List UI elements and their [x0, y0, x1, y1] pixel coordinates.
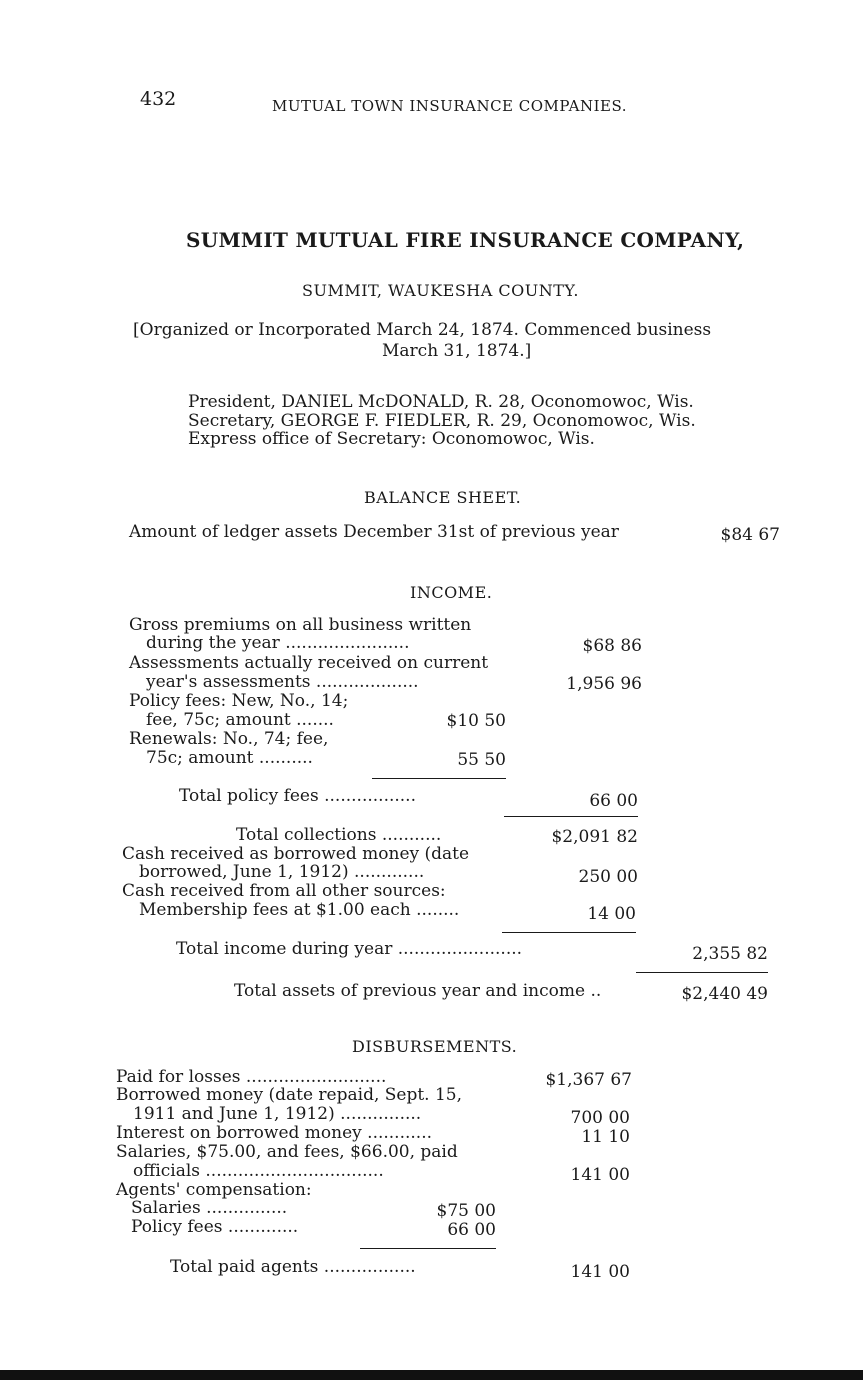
- express-office-line: Express office of Secretary: Oconomowoc, Wis.: [188, 429, 595, 449]
- company-location: SUMMIT, WAUKESHA COUNTY.: [302, 281, 579, 300]
- total-paid-agents-value: 141 00: [570, 1262, 630, 1282]
- page-number: 432: [140, 88, 177, 110]
- company-name: SUMMIT MUTUAL FIRE INSURANCE COMPANY,: [186, 228, 745, 252]
- total-policy-fees-label: Total policy fees .................: [179, 786, 416, 806]
- assessments-line-1: Assessments actually received on current: [129, 653, 489, 673]
- agents-policy-fees-value: 66 00: [447, 1220, 496, 1240]
- interest-value: 11 10: [581, 1127, 630, 1147]
- gross-premiums-value: $68 86: [582, 636, 642, 656]
- organized-line-2: March 31, 1874.]: [382, 341, 532, 361]
- renewals-line-2: 75c; amount ..........: [146, 748, 313, 768]
- total-income-label: Total income during year .......................: [176, 939, 523, 959]
- disbursements-heading: DISBURSEMENTS.: [352, 1037, 518, 1056]
- paid-losses-value: $1,367 67: [545, 1070, 632, 1090]
- salaries-value: 141 00: [570, 1165, 630, 1185]
- organized-line-1: [Organized or Incorporated March 24, 1874. Commenced business: [133, 320, 712, 340]
- borrowed-repaid-value: 700 00: [570, 1108, 630, 1128]
- borrowed-money-line-1: Cash received as borrowed money (date: [122, 844, 470, 864]
- borrowed-repaid-line-2: 1911 and June 1, 1912) ...............: [133, 1104, 422, 1124]
- ledger-assets-value: $84 67: [720, 525, 780, 545]
- assets-rule: [636, 972, 768, 973]
- paid-losses-label: Paid for losses ..........................: [116, 1067, 387, 1087]
- assessments-value: 1,956 96: [566, 674, 642, 694]
- other-sources-line-2: Membership fees at $1.00 each ........: [139, 900, 460, 920]
- total-assets-label: Total assets of previous year and income ..: [234, 981, 602, 1001]
- subtotal-rule: [372, 778, 506, 779]
- salaries-line-1: Salaries, $75.00, and fees, $66.00, paid: [116, 1142, 458, 1162]
- borrowed-repaid-line-1: Borrowed money (date repaid, Sept. 15,: [116, 1085, 463, 1105]
- collections-rule: [504, 816, 638, 817]
- scan-bottom-edge: [0, 1370, 863, 1380]
- agents-salaries-value: $75 00: [436, 1201, 496, 1221]
- agents-policy-fees-label: Policy fees .............: [131, 1217, 299, 1237]
- salaries-line-2: officials .................................: [133, 1161, 384, 1181]
- total-paid-agents-label: Total paid agents .................: [170, 1257, 416, 1277]
- gross-premiums-line-2: during the year .......................: [146, 633, 410, 653]
- borrowed-money-line-2: borrowed, June 1, 1912) .............: [139, 862, 425, 882]
- renewals-line-1: Renewals: No., 74; fee,: [129, 729, 329, 749]
- membership-fees-value: 14 00: [587, 904, 636, 924]
- income-heading: INCOME.: [410, 583, 493, 602]
- total-policy-fees-value: 66 00: [589, 791, 638, 811]
- agents-rule: [360, 1248, 496, 1249]
- income-rule: [502, 932, 636, 933]
- borrowed-money-value: 250 00: [578, 867, 638, 887]
- interest-label: Interest on borrowed money ............: [116, 1123, 433, 1143]
- other-sources-line-1: Cash received from all other sources:: [122, 881, 446, 901]
- renewals-value: 55 50: [457, 750, 506, 770]
- balance-sheet-heading: BALANCE SHEET.: [364, 488, 522, 507]
- gross-premiums-line-1: Gross premiums on all business written: [129, 615, 472, 635]
- total-income-value: 2,355 82: [692, 944, 768, 964]
- policy-fees-new-value: $10 50: [446, 711, 506, 731]
- policy-fees-line-1: Policy fees: New, No., 14;: [129, 691, 349, 711]
- total-collections-value: $2,091 82: [551, 827, 638, 847]
- agents-compensation-label: Agents' compensation:: [116, 1180, 312, 1200]
- secretary-line: Secretary, GEORGE F. FIEDLER, R. 29, Oconomowoc, Wis.: [188, 411, 696, 431]
- total-collections-label: Total collections ...........: [236, 825, 442, 845]
- policy-fees-line-2: fee, 75c; amount .......: [146, 710, 334, 730]
- ledger-assets-label: Amount of ledger assets December 31st of previous year: [129, 522, 619, 542]
- total-assets-value: $2,440 49: [681, 984, 768, 1004]
- running-title: MUTUAL TOWN INSURANCE COMPANIES.: [272, 97, 627, 115]
- assessments-line-2: year's assessments ...................: [146, 672, 419, 692]
- president-line: President, DANIEL McDONALD, R. 28, Oconomowoc, Wis.: [188, 392, 694, 412]
- agents-salaries-label: Salaries ...............: [131, 1198, 288, 1218]
